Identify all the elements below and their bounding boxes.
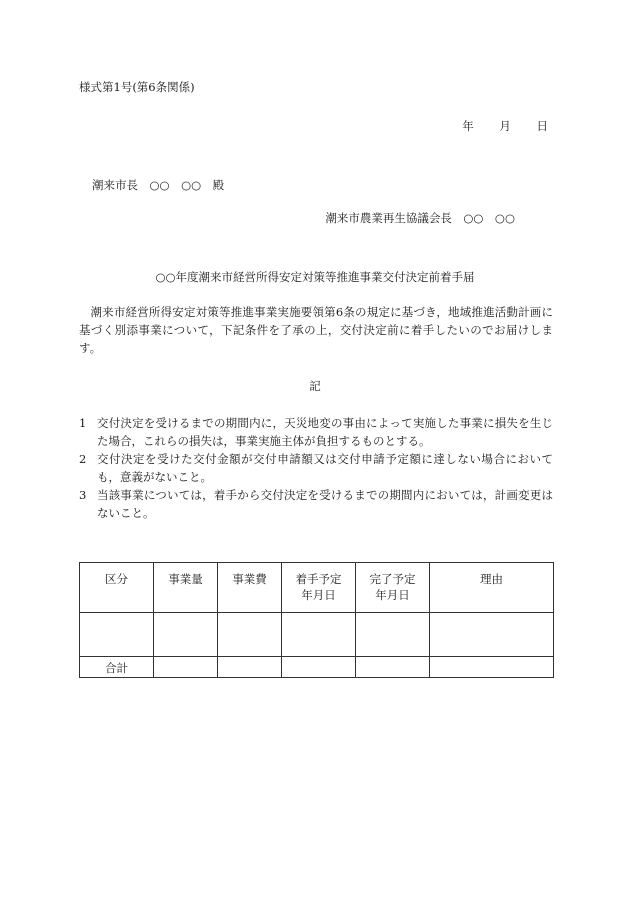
date-line <box>462 117 548 135</box>
table-total-row <box>80 657 554 678</box>
form-number: 様式第1号(第6条関係) <box>79 80 195 94</box>
condition-number: 1 <box>79 416 87 430</box>
condition-text: 交付決定を受けた交付金額が交付申請額又は交付申請予定額に達しない場合においても，意義がないこと。 <box>97 452 553 484</box>
condition-number: 2 <box>79 452 87 466</box>
header-cell-reason: 理由 <box>430 563 554 613</box>
project-table <box>79 562 554 678</box>
header-cell-volume: 事業量 <box>154 563 218 613</box>
date-day: 日 <box>536 119 548 133</box>
table-cell <box>218 657 282 678</box>
date-month: 月 <box>499 119 511 133</box>
header-cell-cost: 事業費 <box>218 563 282 613</box>
table-cell <box>356 657 430 678</box>
table-row <box>80 613 554 657</box>
table-header-row <box>80 563 554 613</box>
table-cell <box>154 657 218 678</box>
condition-item <box>79 486 553 522</box>
table-cell <box>218 613 282 657</box>
header-cell-start-date: 着手予定 年月日 <box>282 563 356 613</box>
header-cell-category: 区分 <box>80 563 154 613</box>
header-cell-end-date: 完了予定 年月日 <box>356 563 430 613</box>
table-cell <box>282 613 356 657</box>
body-paragraph: 潮来市経営所得安定対策等推進事業実施要領第6条の規定に基づき，地域推進活動計画に基づく別添事業について，下記条件を了承の上，交付決定前に着手したいのでお届けします。 <box>79 305 553 355</box>
table-cell <box>80 613 154 657</box>
conditions-list <box>79 414 553 522</box>
condition-item <box>79 414 553 450</box>
recipient: 潮来市長 ○○ ○○ 殿 <box>92 178 225 192</box>
date-year: 年 <box>462 119 474 133</box>
condition-item <box>79 450 553 486</box>
condition-number: 3 <box>79 488 87 502</box>
table-cell <box>356 613 430 657</box>
document-title: ○○年度潮来市経営所得安定対策等推進事業交付決定前着手届 <box>155 270 475 284</box>
sender: 潮来市農業再生協議会長 ○○ ○○ <box>325 211 515 225</box>
table-cell <box>154 613 218 657</box>
table-cell <box>430 657 554 678</box>
total-label-cell: 合計 <box>80 657 154 678</box>
ki-heading: 記 <box>309 379 321 393</box>
condition-text: 交付決定を受けるまでの期間内に，天災地変の事由によって実施した事業に損失を生じた場合，これらの損失は，事業実施主体が負担するものとする。 <box>97 416 553 448</box>
condition-text: 当該事業については，着手から交付決定を受けるまでの期間内においては，計画変更はないこと。 <box>97 488 553 520</box>
table-cell <box>282 657 356 678</box>
table-cell <box>430 613 554 657</box>
